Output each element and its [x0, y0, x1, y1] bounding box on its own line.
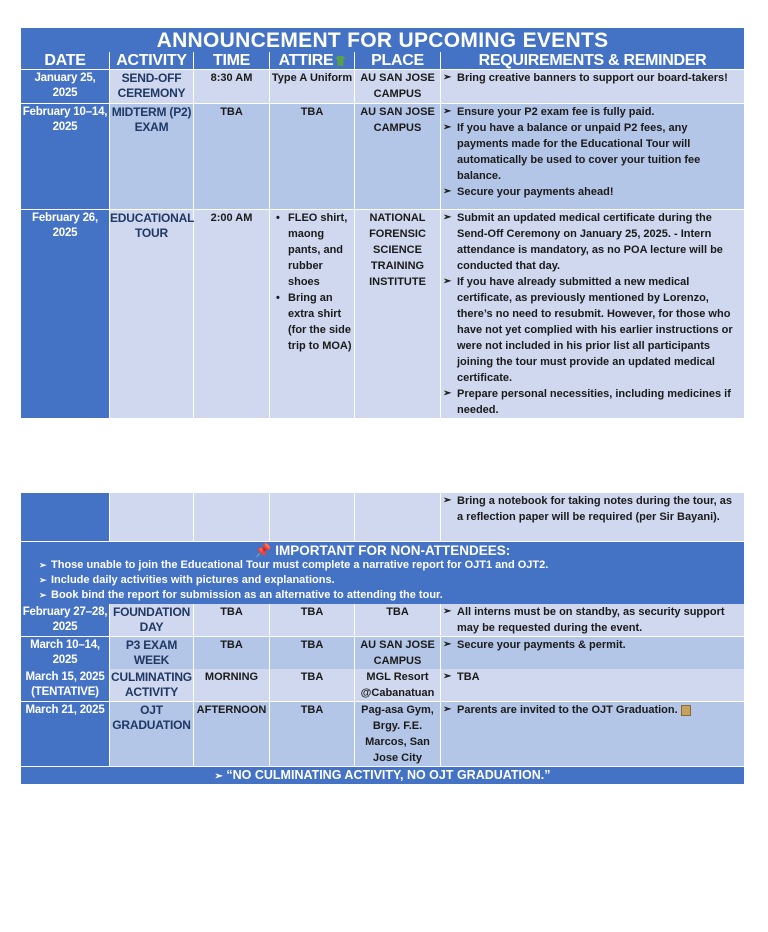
date-cell-empty	[21, 493, 110, 542]
activity-cell: CULMINATING ACTIVITY	[110, 669, 194, 702]
requirements-cell	[441, 604, 744, 637]
attire-cell: TBA	[270, 669, 355, 702]
attire-cell: TBA	[270, 104, 355, 210]
header-attire	[270, 52, 355, 70]
non-attendee-text: Book bind the report for submission as an alternative to attending the tour.	[51, 589, 443, 601]
footer-text: “NO CULMINATING ACTIVITY, NO OJT GRADUATION.”	[226, 768, 551, 782]
requirement-item	[443, 184, 741, 200]
activity-cell: OJT GRADUATION	[110, 702, 194, 767]
requirement-item	[443, 386, 741, 418]
attire-item: • FLEO shirt, maong pants, and rubber shoes	[274, 210, 352, 290]
non-attendees-list	[21, 558, 744, 604]
header-attire-label: ATTIRE	[278, 52, 334, 69]
header-date: DATE	[21, 52, 110, 70]
time-cell: 8:30 AM	[194, 70, 270, 104]
non-attendees-title-text: IMPORTANT FOR NON-ATTENDEES:	[275, 543, 511, 558]
requirement-item	[443, 120, 741, 184]
arrow-bullet-icon: ➢	[39, 575, 47, 585]
attire-cell: TBA	[270, 604, 355, 637]
activity-cell: MIDTERM (P2) EXAM	[110, 104, 194, 210]
place-cell: AU SAN JOSE CAMPUS	[355, 104, 441, 210]
place-cell: TBA	[355, 604, 441, 637]
announcement-title: ANNOUNCEMENT FOR UPCOMING EVENTS	[21, 28, 744, 52]
requirement-text: Parents are invited to the OJT Graduation.	[457, 704, 681, 716]
requirements-cell	[441, 669, 744, 702]
requirement-text: Secure your payments & permit.	[457, 639, 626, 651]
time-cell: TBA	[194, 104, 270, 210]
non-attendees-title	[21, 542, 744, 558]
date-cell: March 10–14, 2025	[21, 637, 110, 670]
arrow-bullet-icon: ➢	[39, 560, 47, 570]
attire-item: • Bring an extra shirt (for the side trip to MOA)	[274, 290, 352, 354]
requirement-item	[443, 70, 741, 86]
requirement-text: All interns must be on standby, as security support may be requested during the event.	[457, 606, 725, 634]
arrow-bullet-icon: ➢	[443, 276, 452, 287]
attire-cell	[270, 210, 355, 419]
place-cell: Pag-asa Gym, Brgy. F.E. Marcos, San Jose City	[355, 702, 441, 767]
arrow-bullet-icon: ➢	[443, 388, 452, 399]
time-cell: MORNING	[194, 669, 270, 702]
shirt-icon	[335, 56, 345, 66]
table-header-row	[21, 52, 744, 70]
arrow-bullet-icon: ➢	[443, 704, 452, 715]
attire-cell-empty	[270, 493, 355, 542]
arrow-bullet-icon: ➢	[443, 186, 452, 197]
requirements-cell	[441, 637, 744, 670]
place-cell: MGL Resort @Cabanatuan	[355, 669, 441, 702]
table-row-ojt-graduation	[21, 702, 744, 767]
non-attendee-text: Those unable to join the Educational Tour must complete a narrative report for OJT1 and OJT2.	[51, 559, 549, 571]
requirement-text: Bring a notebook for taking notes during the tour, as a reflection paper will be required (per Sir Bayani).	[457, 495, 733, 523]
table-row-foundation-day	[21, 604, 744, 637]
requirement-item	[443, 274, 741, 386]
header-place: PLACE	[355, 52, 441, 70]
requirement-item	[443, 604, 741, 636]
attire-cell: Type A Uniform	[270, 70, 355, 104]
date-cell: February 10–14, 2025	[21, 104, 110, 210]
place-cell-empty	[355, 493, 441, 542]
door-icon	[681, 705, 691, 716]
requirement-text: Secure your payments ahead!	[457, 186, 614, 198]
time-cell: AFTERNOON	[194, 702, 270, 767]
arrow-bullet-icon: ➢	[443, 72, 452, 83]
requirements-cell	[441, 210, 744, 419]
requirement-text: Bring creative banners to support our board-takers!	[457, 72, 728, 84]
requirement-item	[443, 637, 741, 653]
place-cell: AU SAN JOSE CAMPUS	[355, 70, 441, 104]
pushpin-icon: 📌	[254, 543, 272, 558]
requirement-text: Prepare personal necessities, including medicines if needed.	[457, 388, 731, 416]
requirements-cell	[441, 493, 744, 542]
place-cell: AU SAN JOSE CAMPUS	[355, 637, 441, 670]
arrow-bullet-icon: ➢	[39, 590, 47, 600]
date-cell: February 27–28, 2025	[21, 604, 110, 637]
requirements-cell	[441, 104, 744, 210]
activity-cell: EDUCATIONAL TOUR	[110, 210, 194, 419]
date-cell: March 15, 2025 (TENTATIVE)	[21, 669, 110, 702]
requirement-item	[443, 669, 741, 685]
requirement-item	[443, 702, 741, 718]
table-row-continued	[21, 493, 744, 542]
events-table-bottom	[21, 493, 744, 784]
time-cell: 2:00 AM	[194, 210, 270, 419]
date-cell: January 25, 2025	[21, 70, 110, 104]
header-requirements: REQUIREMENTS & REMINDER	[441, 52, 744, 70]
activity-cell: SEND-OFF CEREMONY	[110, 70, 194, 104]
requirement-item	[443, 104, 741, 120]
non-attendee-text: Include daily activities with pictures and explanations.	[51, 574, 335, 586]
footer-banner	[21, 767, 744, 784]
arrow-bullet-icon: ➢	[214, 771, 223, 782]
header-activity: ACTIVITY	[110, 52, 194, 70]
date-cell: February 26, 2025	[21, 210, 110, 419]
requirement-item	[443, 210, 741, 274]
attire-cell: TBA	[270, 702, 355, 767]
events-table-top	[21, 28, 744, 417]
requirement-item	[443, 493, 741, 525]
table-row-midterm	[21, 104, 744, 210]
attire-cell: TBA	[270, 637, 355, 670]
arrow-bullet-icon: ➢	[443, 212, 452, 223]
arrow-bullet-icon: ➢	[443, 495, 452, 506]
arrow-bullet-icon: ➢	[443, 671, 452, 682]
arrow-bullet-icon: ➢	[443, 639, 452, 650]
time-cell: TBA	[194, 604, 270, 637]
arrow-bullet-icon: ➢	[443, 122, 452, 133]
arrow-bullet-icon: ➢	[443, 606, 452, 617]
date-cell: March 21, 2025	[21, 702, 110, 767]
activity-cell: FOUNDATION DAY	[110, 604, 194, 637]
requirement-text: TBA	[457, 671, 480, 683]
requirement-text: Ensure your P2 exam fee is fully paid.	[457, 106, 655, 118]
non-attendee-item	[39, 588, 744, 603]
time-cell: TBA	[194, 637, 270, 670]
place-cell: NATIONAL FORENSIC SCIENCE TRAINING INSTITUTE	[355, 210, 441, 419]
requirement-text: If you have a balance or unpaid P2 fees, any payments made for the Educational Tour will automatically be used to cover your tuition fee balance.	[457, 122, 701, 182]
table-row-educational-tour	[21, 210, 744, 417]
header-time: TIME	[194, 52, 270, 70]
activity-cell: P3 EXAM WEEK	[110, 637, 194, 670]
table-row-send-off	[21, 70, 744, 104]
time-cell-empty	[194, 493, 270, 542]
non-attendee-item	[39, 573, 744, 588]
requirements-cell	[441, 70, 744, 104]
table-row-culminating	[21, 669, 744, 702]
arrow-bullet-icon: ➢	[443, 106, 452, 117]
table-row-p3-exam	[21, 637, 744, 669]
requirements-cell	[441, 702, 744, 767]
non-attendee-item	[39, 558, 744, 573]
requirement-text: If you have already submitted a new medical certificate, as previously mentioned by Lorenzo, there’s no need to resubmit. However, for those who have not yet complied with his earlier instructions or were not included in his prior list all participants joining the tour must provide an updated medical certificate.	[457, 276, 733, 384]
activity-cell-empty	[110, 493, 194, 542]
requirement-text: Submit an updated medical certificate during the Send-Off Ceremony on January 25, 2025. - Intern attendance is mandatory, as no POA lecture will be conducted that day.	[457, 212, 723, 272]
